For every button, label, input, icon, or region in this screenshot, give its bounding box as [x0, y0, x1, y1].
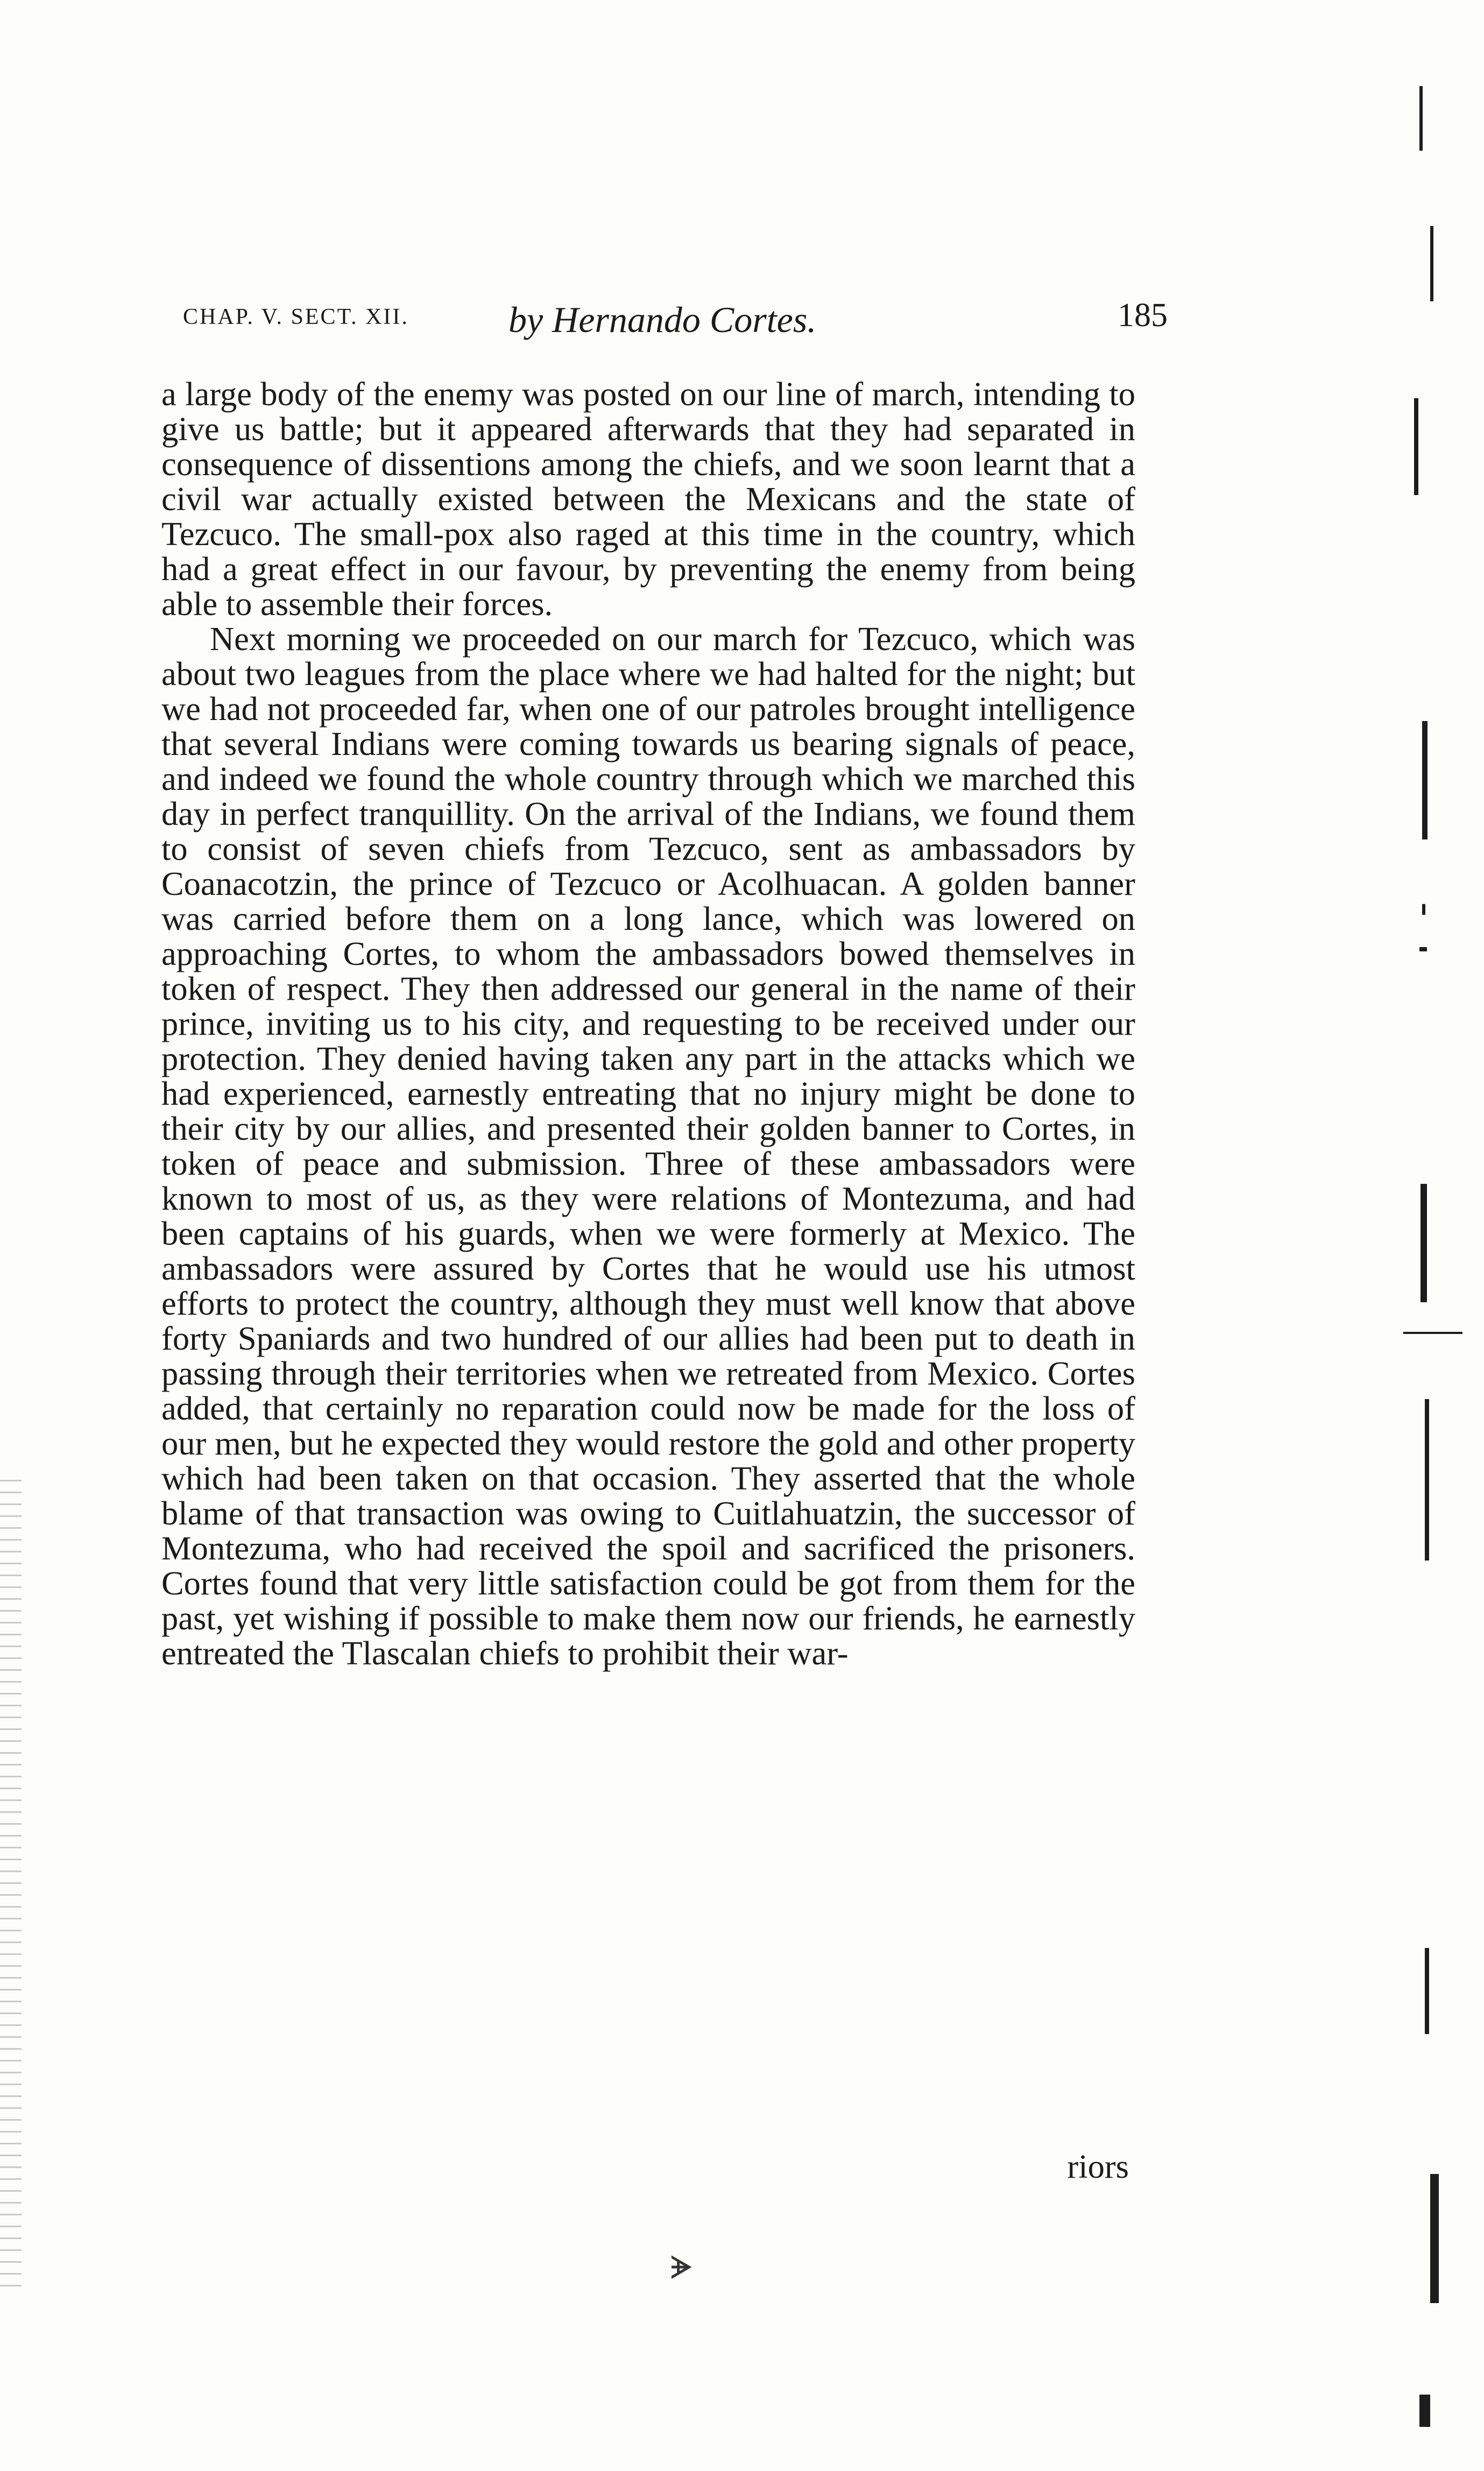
catchword: riors	[1067, 2148, 1129, 2185]
ink-mark: ᗘ	[670, 2249, 694, 2287]
binding-edge-artifact	[0, 1480, 22, 2287]
paragraph-continuation: a large body of the enemy was posted on our line of march, intending to give us battle; but it appeared afterwards that they had separated in consequence of dissentions among the chiefs, and we soon learnt that a civil war actually existed between the Mexicans and the state of Tezcuco. The small-pox also raged at this time in the country, which had a great effect in our favour, by preventing the enemy from being able to assemble their forces.	[161, 375, 1135, 623]
bleed-through-artifact	[1398, 65, 1462, 2432]
paragraph: Next morning we proceeded on our march for Tezcuco, which was about two leagues from the place where we had halted for the night; but we had not proceeded far, when one of our patroles brought intelligence that several Indians were coming towards us bearing signals of peace, and indeed we found the whole country through which we marched this day in perfect tranquillity. On the arrival of the Indians, we found them to consist of seven chiefs from Tezcuco, sent as ambassadors by Coanacotzin, the prince of Tezcuco or Acolhuacan. A golden banner was carried before them on a long lance, which was lowered on approaching Cortes, to whom the ambassadors bowed themselves in token of respect. They then addressed our general in the name of their prince, inviting us to his city, and requesting to be received under our protection. They denied having taken any part in the attacks which we had experienced, earnestly entreating that no injury might be done to their city by our allies, and presented their golden banner to Cortes, in token of peace and submission. Three of these ambassadors were known to most of us, as they were relations of Montezuma, and had been captains of his guards, when we were formerly at Mexico. The ambassadors were assured by Cortes that he would use his utmost efforts to protect the country, although they must well know that above forty Spaniards and two hundred of our allies had been put to death in passing through their territories when we retreated from Mexico. Cortes added, that certainly no reparation could now be made for the loss of our men, but he expected they would restore the gold and other property which had been taken on that occasion. They asserted that the whole blame of that transaction was owing to Cuitlahuatzin, the successor of Montezuma, who had received the spoil and sacrificed the prisoners. Cortes found that very little satisfaction could be got from them for the past, yet wishing if possible to make them now our friends, he earnestly entreated the Tlascalan chiefs to prohibit their war-	[161, 620, 1135, 1672]
running-head-title: by Hernando Cortes.	[508, 299, 817, 340]
running-head-chapter: CHAP. V. SECT. XII.	[183, 305, 409, 329]
body-text	[161, 377, 1135, 1671]
page-number: 185	[1118, 297, 1168, 334]
running-header	[183, 297, 1168, 342]
